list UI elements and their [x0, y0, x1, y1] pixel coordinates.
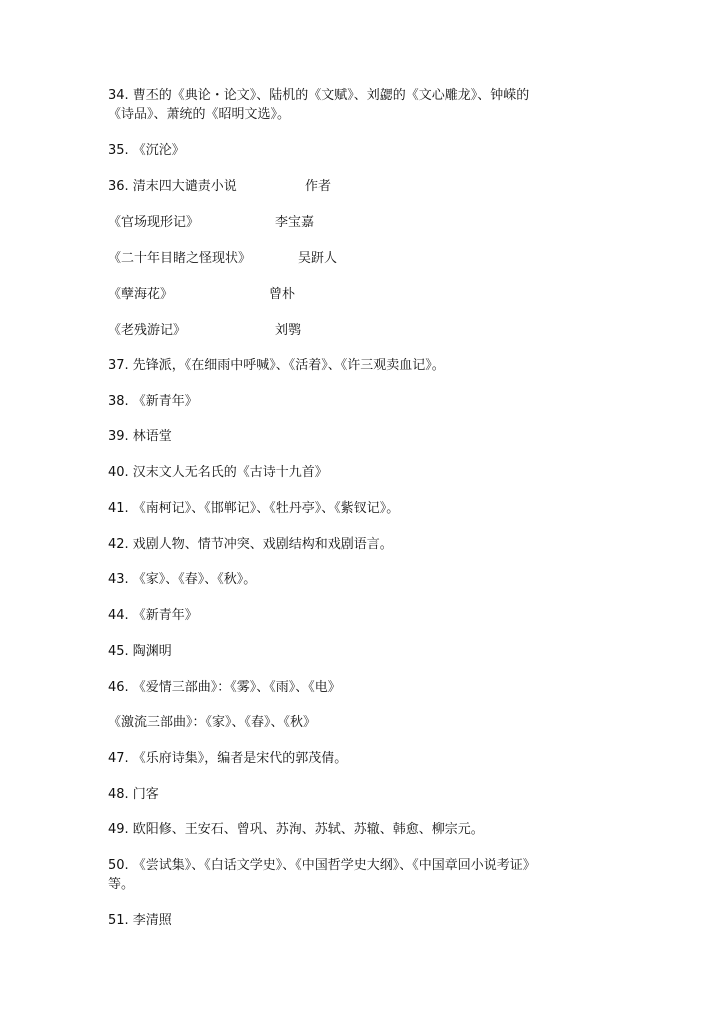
answer-49: 49. 欧阳修、王安石、曾巩、苏洵、苏轼、苏辙、韩愈、柳宗元。	[108, 822, 484, 837]
novel-author-3: 曾朴	[269, 287, 296, 302]
answer-34-line2: 《诗品》、萧统的《昭明文选》。	[108, 107, 291, 122]
answer-40: 40. 汉末文人无名氏的《古诗十九首》	[108, 465, 328, 480]
answer-42: 42. 戏剧人物、情节冲突、戏剧结构和戏剧语言。	[108, 537, 393, 552]
author-column-header: 作者	[305, 179, 332, 194]
answer-46-line2: 《激流三部曲》：《家》、《春》、《秋》	[108, 715, 317, 730]
answer-45: 45. 陶渊明	[108, 644, 172, 659]
answer-36-header: 36. 清末四大谴责小说 作者	[108, 179, 332, 194]
answer-37: 37. 先锋派，《在细雨中呼喊》、《活着》、《许三观卖血记》。	[108, 358, 445, 373]
novel-row-1: 《官场现形记》 李宝嘉	[108, 215, 315, 230]
answer-47: 47. 《乐府诗集》，编者是宋代的郭茂倩。	[108, 751, 348, 766]
answer-43: 43. 《家》、《春》、《秋》。	[108, 572, 257, 587]
answer-35: 35. 《沉沦》	[108, 143, 185, 158]
answer-41: 41. 《南柯记》、《邯郸记》、《牡丹亭》、《紫钗记》。	[108, 501, 400, 516]
novel-row-2: 《二十年目睹之怪现状》 吴趼人	[108, 251, 338, 266]
novel-author-4: 刘鹗	[275, 323, 302, 338]
novel-author-2: 吴趼人	[298, 251, 338, 266]
answer-50-line2: 等。	[108, 877, 135, 892]
answer-34-line1: 34. 曹丕的《典论・论文》、陆机的《文赋》、刘勰的《文心雕龙》、钟嵘的	[108, 88, 530, 103]
novel-row-4: 《老残游记》 刘鹗	[108, 323, 302, 338]
answer-38: 38. 《新青年》	[108, 394, 198, 409]
answer-44: 44. 《新青年》	[108, 608, 198, 623]
answer-46-line1: 46. 《爱情三部曲》：《雾》、《雨》、《电》	[108, 680, 341, 695]
novel-author-1: 李宝嘉	[275, 215, 315, 230]
novel-row-3: 《孽海花》 曾朴	[108, 287, 296, 302]
answer-51: 51. 李清照	[108, 913, 172, 928]
answer-39: 39. 林语堂	[108, 429, 172, 444]
answer-50-line1: 50. 《尝试集》、《白话文学史》、《中国哲学史大纲》、《中国章回小说考证》	[108, 858, 536, 873]
answer-48: 48. 门客	[108, 787, 159, 802]
